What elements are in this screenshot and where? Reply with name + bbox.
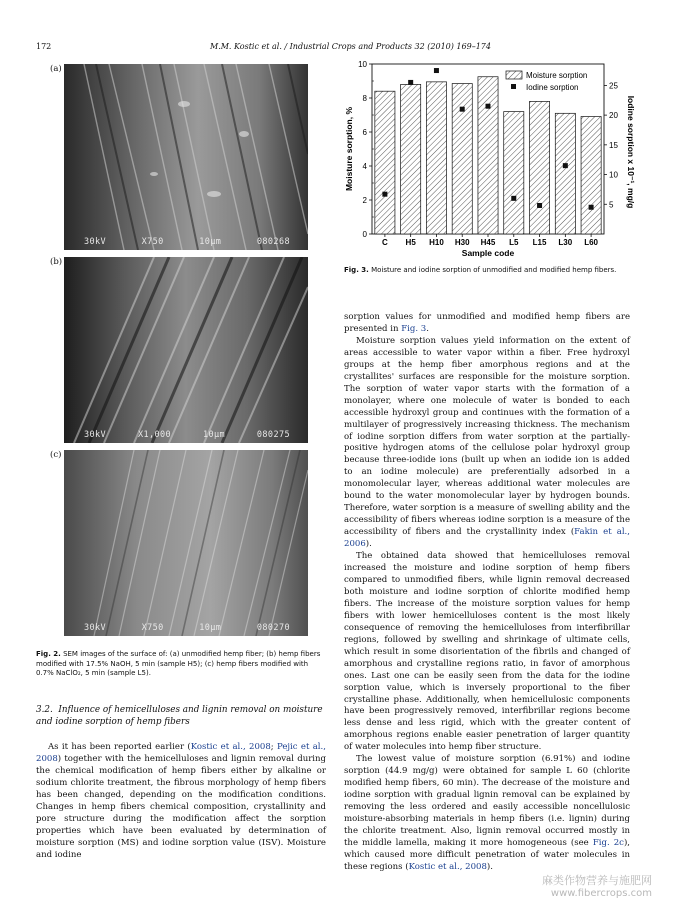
paragraph: As it has been reported earlier (Kostic et al., 2008; Pejic et al., 2008) together with the hemicelluloses and lignin removal during the chemical modification of hemp fibers either by alkaline or sodium chlorite treatment, the fibrous morphology of hemp fibers has been changed, depending on the modification conditions. Changes in hemp fibers chemical composition, crystallinity and pore structure during the modification affect the sorption properties which have been evaluated by determination of moisture sorption (MS) and iodine sorption value (ISV). Moisture and iodine bbox=[36, 742, 326, 860]
y-tick-label: 2 bbox=[362, 196, 367, 205]
sem-texture-b bbox=[64, 257, 308, 443]
running-header: M.M. Kostic et al. / Industrial Crops and Products 32 (2010) 169–174 bbox=[210, 42, 491, 51]
bar-moisture-H45 bbox=[478, 77, 498, 234]
sem-magnification: X1,000 bbox=[137, 430, 172, 440]
page-number: 172 bbox=[36, 42, 52, 51]
sem-voltage: 30kV bbox=[84, 237, 107, 247]
citation-link[interactable]: Pejic et al., 2008 bbox=[36, 742, 326, 764]
sem-scale: 10µm bbox=[199, 237, 222, 247]
x-tick-label: H5 bbox=[405, 238, 416, 247]
y2-tick-label: 5 bbox=[609, 200, 614, 210]
legend-marker-iodine bbox=[511, 84, 516, 89]
citation-link[interactable]: Fakin et al., 2006 bbox=[344, 527, 630, 550]
bar-moisture-L5 bbox=[504, 112, 524, 234]
bar-moisture-H30 bbox=[452, 84, 472, 234]
y-axis-label: Moisture sorption, % bbox=[344, 106, 354, 192]
x-tick-label: L30 bbox=[558, 238, 573, 247]
marker-iodine-L15 bbox=[537, 203, 542, 208]
sem-texture-c bbox=[64, 450, 308, 636]
sem-image-id: 080275 bbox=[256, 430, 290, 440]
x-tick-label: L5 bbox=[509, 238, 519, 247]
x-tick-label: L60 bbox=[584, 238, 599, 247]
x-tick-label: H30 bbox=[454, 238, 470, 247]
paragraph: Moisture sorption values yield information on the extent of areas accessible to water vapor within a fiber. Free hydroxyl groups at the hemp fiber amorphous regions and at the crystallites' surfaces are responsible for the moisture sorption. The sorption of water vapor starts with the formation of a monolayer, where one molecule of water is bonded to each accessible hydroxyl group and continues with the formation of a multilayer of progressively increasing thickness. The mechanism of iodine sorption differs from water sorption at the partially-positive hydrogen atoms of the cellulose polar hydroxyl group because three-iodide ions (built up when an iodide ion is added to an iodine molecule) are preferentially adsorbed in a monomolecular layer, whereas additional water molecules are bound to the water monomolecular layer by hydrogen bounds. Therefore, water sorption is a measure of swelling ability and the accessibility of fibers whereas iodine sorption is a measure of the accessibility of fibers and the crystallinity index (Fakin et al., 2006). bbox=[344, 335, 630, 550]
y-tick-label: 8 bbox=[362, 94, 367, 103]
sem-databar-c bbox=[64, 620, 308, 636]
sem-image-b bbox=[64, 257, 308, 443]
y-tick-label: 0 bbox=[362, 230, 367, 239]
y2-axis-label: Iodine sorption x 10⁻¹, mg/g bbox=[626, 95, 636, 209]
sem-voltage: 30kV bbox=[84, 623, 107, 633]
figure2-caption: Fig. 2. SEM images of the surface of: (a) unmodified hemp fiber; (b) hemp fibers modified with 17.5% NaOH, 5 min (sample H5); (c) hemp fibers modified with 0.7% NaClO₂, 5 min (sample L5). bbox=[36, 650, 321, 678]
x-tick-label: C bbox=[381, 238, 388, 247]
marker-iodine-L30 bbox=[563, 163, 568, 168]
sem-image-id: 080270 bbox=[256, 623, 290, 633]
legend-label-iodine: Iodine sorption bbox=[526, 83, 579, 92]
marker-iodine-L60 bbox=[589, 205, 594, 210]
y2-tick-label: 15 bbox=[609, 140, 618, 150]
y-tick-label: 4 bbox=[362, 162, 367, 171]
legend-swatch-moisture bbox=[506, 71, 522, 79]
citation-link[interactable]: Kostic et al., 2008 bbox=[408, 861, 487, 872]
marker-iodine-C bbox=[382, 192, 387, 197]
legend-label-moisture: Moisture sorption bbox=[526, 71, 588, 80]
right-column-text bbox=[344, 312, 630, 874]
x-axis-label: Sample code bbox=[461, 248, 515, 258]
sem-scale: 10µm bbox=[199, 623, 222, 633]
sem-magnification: X750 bbox=[141, 237, 164, 247]
y-tick-label: 10 bbox=[358, 60, 367, 69]
sem-image-id: 080268 bbox=[256, 237, 290, 247]
left-column-text bbox=[36, 742, 326, 862]
sem-magnification: X750 bbox=[141, 623, 164, 633]
marker-iodine-L5 bbox=[511, 196, 516, 201]
paragraph: The lowest value of moisture sorption (6.91%) and iodine sorption (44.9 mg/g) were obtained for sample L 60 (chlorite modified hemp fibers, 60 min). The decrease of the moisture and iodine sorption with gradual lignin removal can be explained by removing the less ordered and easily accessible noncellulosic moisture-absorbing materials in hemp fibers (i.e. lignin) during the chlorite treatment. Also, lignin removal occurred mostly in the middle lamella, making it more homogeneous (see Fig. 2c), which caused more difficult penetration of water molecules in these regions (Kostic et al., 2008). bbox=[344, 754, 631, 872]
paragraph: The obtained data showed that hemicelluloses removal increased the moisture and iodine sorption of hemp fibers compared to unmodified fibers, while lignin removal decreased both moisture and iodine sorption of chlorite modified hemp fibers. The increase of the moisture sorption values for hemp fibers with lower hemicelluloses content is the most likely consequence of removing the hemicelluloses from interfibrillar regions, followed by swelling and shrinkage of ultimate cells, which result in some disorientation of the fibrils and changed of amorphous and crystalline regions ratio, in favor of amorphous ones. Last one can be easily seen from the data for the iodine sorption value, which is inversely proportional to the fiber crystalline phase. Additionally, when hemicellulosic components have been progressively removed, interfibrillar regions become less dense and less rigid, which with the greater content of amorphous regions enable easier penetration of larger quantity of water molecules into hemp fiber structure. bbox=[344, 551, 630, 753]
sem-databar-b bbox=[64, 427, 308, 443]
marker-iodine-H45 bbox=[486, 104, 491, 109]
y-tick-label: 6 bbox=[362, 128, 367, 137]
x-tick-label: L15 bbox=[532, 238, 547, 247]
y2-tick-label: 20 bbox=[609, 111, 618, 121]
y2-tick-label: 25 bbox=[609, 81, 618, 91]
marker-iodine-H30 bbox=[460, 107, 465, 112]
panel-label-a: (a) bbox=[50, 64, 62, 74]
bar-moisture-H10 bbox=[426, 82, 446, 234]
panel-label-c: (c) bbox=[50, 450, 62, 460]
bar-moisture-C bbox=[375, 91, 395, 234]
sem-databar-a bbox=[64, 234, 308, 250]
figure3-caption: Fig. 3. Moisture and iodine sorption of unmodified and modified hemp fibers. bbox=[344, 266, 617, 274]
marker-iodine-H10 bbox=[434, 68, 439, 73]
watermark: 麻类作物营养与施肥网 www.fibercrops.com bbox=[542, 874, 652, 899]
sem-image-c bbox=[64, 450, 308, 636]
marker-iodine-H5 bbox=[408, 80, 413, 85]
figure-link[interactable]: Fig. 3 bbox=[401, 323, 427, 334]
bar-moisture-H5 bbox=[401, 84, 421, 234]
x-tick-label: H45 bbox=[480, 238, 496, 247]
figure3-chart bbox=[344, 56, 636, 262]
x-tick-label: H10 bbox=[429, 238, 444, 247]
bar-moisture-L30 bbox=[555, 113, 575, 234]
panel-label-b: (b) bbox=[50, 257, 63, 267]
sem-image-a bbox=[64, 64, 308, 250]
paragraph: sorption values for unmodified and modified hemp fibers are presented in Fig. 3. bbox=[344, 312, 630, 334]
sem-texture-a bbox=[64, 64, 308, 250]
figure-link[interactable]: Fig. 2c bbox=[592, 837, 624, 848]
citation-link[interactable]: Kostic et al., 2008 bbox=[190, 742, 271, 752]
y2-tick-label: 10 bbox=[609, 170, 618, 180]
sem-voltage: 30kV bbox=[84, 430, 107, 440]
bar-moisture-L15 bbox=[530, 101, 550, 234]
legend bbox=[506, 71, 587, 92]
sem-scale: 10µm bbox=[202, 430, 226, 440]
section-heading: 3.2. Influence of hemicelluloses and lignin removal on moisture and iodine sorption of hemp fibers bbox=[36, 705, 323, 727]
bar-moisture-L60 bbox=[581, 117, 601, 234]
